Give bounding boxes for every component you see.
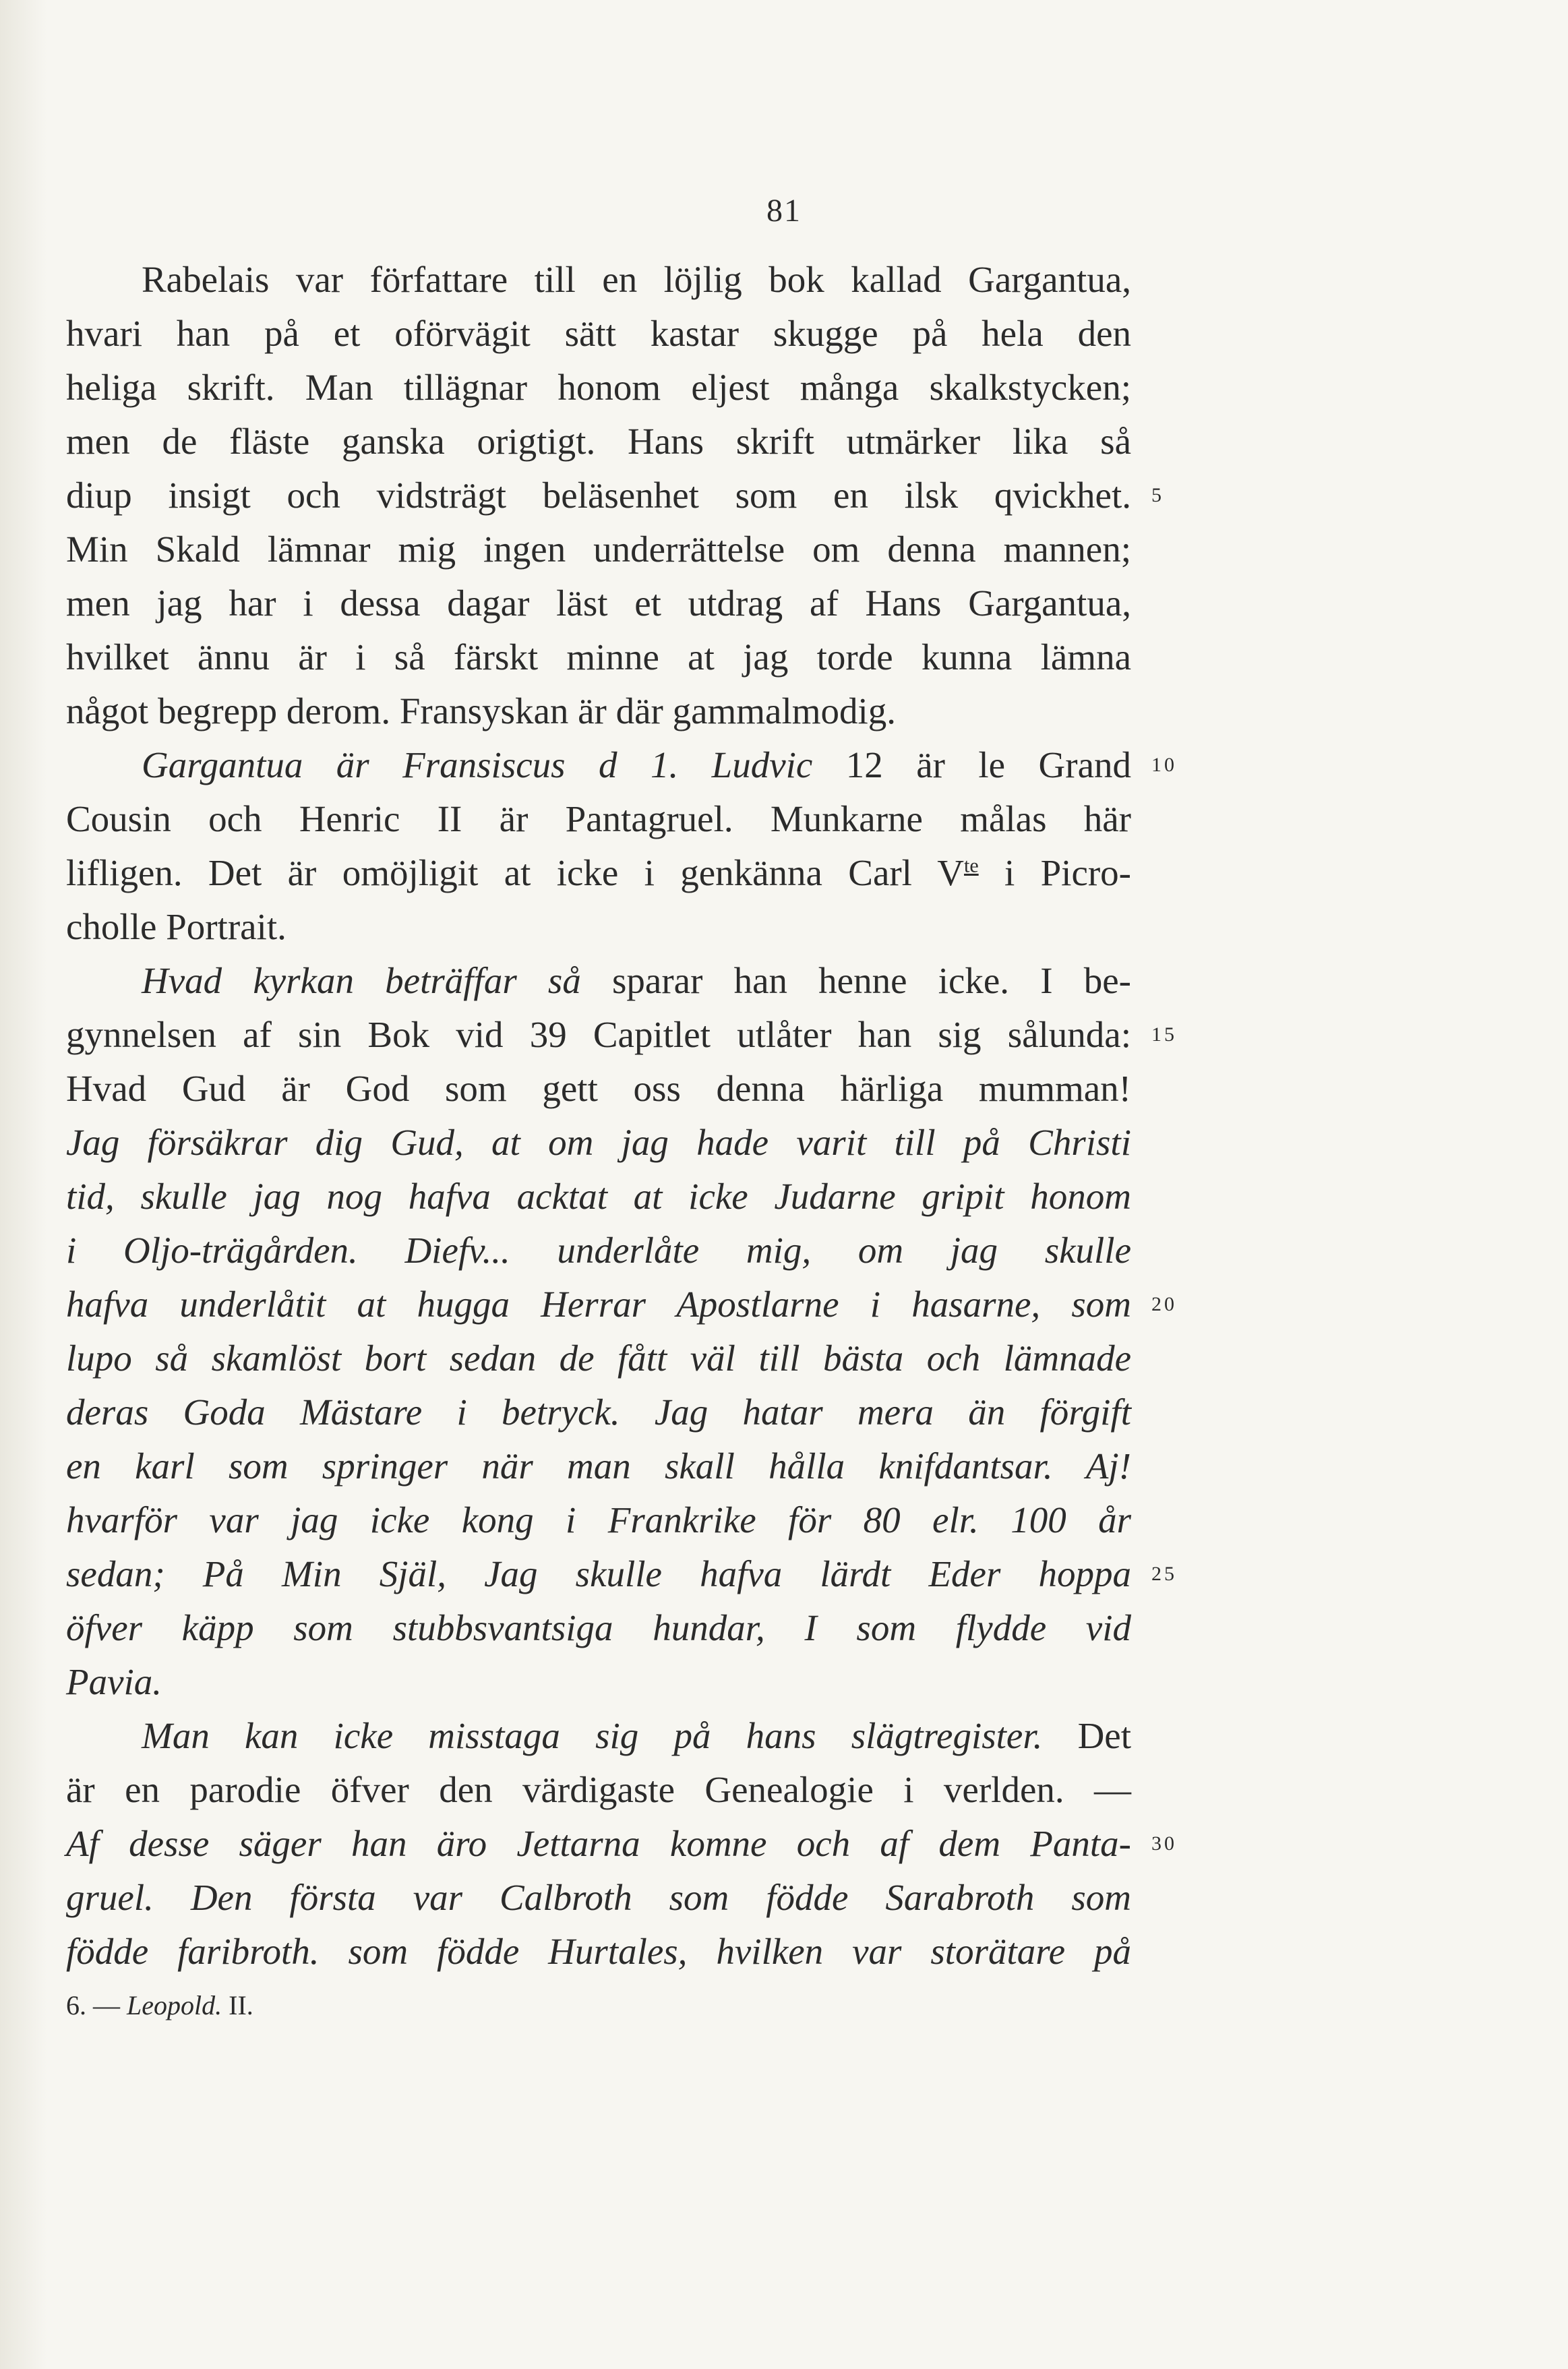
line-text-italic: en karl som springer när man skall hålla knifdantsar. Aj! bbox=[66, 1445, 1131, 1487]
margin-line-number: 5 bbox=[1151, 484, 1164, 506]
text-line bbox=[66, 522, 1131, 576]
text-line bbox=[66, 1817, 1177, 1871]
line-text: hvilket ännu är i så färskt minne at jag torde kunna lämna bbox=[66, 636, 1131, 678]
margin-line-number: 25 bbox=[1151, 1563, 1177, 1585]
signature-dash: — bbox=[93, 1990, 120, 2020]
text-line bbox=[66, 954, 1131, 1008]
line-text-italic: Jag försäkrar dig Gud, at om jag hade varit till på Christi bbox=[66, 1122, 1131, 1163]
line-text: Min Skald lämnar mig ingen underrättelse om denna mannen; bbox=[66, 529, 1131, 570]
line-text: lifligen. Det är omöjligit at icke i genkänna Carl V bbox=[66, 852, 965, 893]
line-text: sparar han henne icke. I be- bbox=[580, 960, 1131, 1001]
text-line bbox=[66, 415, 1131, 469]
line-text-italic: Man kan icke misstaga sig på hans slägtregister. bbox=[142, 1715, 1043, 1756]
line-text-italic: gruel. Den första var Calbroth som födde Sarabroth som bbox=[66, 1877, 1131, 1918]
page-gutter-shadow bbox=[0, 0, 47, 2369]
line-text: hvari han på et oförvägit sätt kastar skugge på hela den bbox=[66, 313, 1131, 354]
text-line bbox=[66, 1871, 1131, 1925]
text-line bbox=[66, 1763, 1131, 1817]
superscript-te: te bbox=[964, 854, 979, 877]
text-line bbox=[66, 684, 1131, 738]
line-text: 12 är le Grand bbox=[812, 744, 1131, 785]
text-line bbox=[66, 846, 1131, 900]
text-line bbox=[66, 1224, 1131, 1278]
text-line bbox=[66, 1925, 1131, 1979]
line-text: Cousin och Henric II är Pantagruel. Munkarne målas här bbox=[66, 798, 1131, 839]
line-text-italic: Gargantua är Fransiscus d 1. Ludvic bbox=[142, 744, 813, 785]
text-line bbox=[66, 253, 1131, 307]
text-line bbox=[66, 1385, 1131, 1439]
line-text: men jag har i dessa dagar läst et utdrag af Hans Gargantua, bbox=[66, 582, 1131, 624]
text-line bbox=[66, 469, 1164, 522]
margin-line-number: 15 bbox=[1151, 1023, 1177, 1046]
text-line bbox=[66, 630, 1131, 684]
line-text-italic: Af desse säger han äro Jettarna komne och af dem Panta- bbox=[66, 1823, 1131, 1864]
margin-line-number: 30 bbox=[1151, 1832, 1177, 1855]
signature-mark bbox=[66, 1985, 253, 2026]
line-text: cholle Portrait. bbox=[66, 906, 287, 947]
text-line bbox=[66, 361, 1131, 415]
line-text-italic: öfver käpp som stubbsvantsiga hundar, I som flydde vid bbox=[66, 1607, 1131, 1648]
line-text: i Picro- bbox=[978, 852, 1131, 893]
text-line bbox=[66, 1709, 1131, 1763]
text-line bbox=[66, 738, 1177, 792]
signature-number: 6. bbox=[66, 1990, 86, 2020]
line-text: men de fläste ganska origtigt. Hans skrift utmärker lika så bbox=[66, 421, 1131, 462]
page-number: 81 bbox=[766, 193, 802, 229]
margin-line-number: 20 bbox=[1151, 1293, 1177, 1315]
margin-line-number: 10 bbox=[1151, 754, 1177, 776]
line-text: Hvad Gud är God som gett oss denna härliga mumman! bbox=[66, 1068, 1131, 1109]
line-text: diup insigt och vidsträgt beläsenhet som en ilsk qvickhet. bbox=[66, 475, 1131, 516]
line-text-italic: sedan; På Min Själ, Jag skulle hafva lärdt Eder hoppa bbox=[66, 1553, 1131, 1594]
text-line bbox=[66, 307, 1131, 361]
text-line bbox=[66, 1439, 1131, 1493]
text-line bbox=[66, 1062, 1131, 1116]
line-text-italic: Pavia. bbox=[66, 1661, 162, 1702]
text-line bbox=[66, 1493, 1131, 1547]
line-text-italic: lupo så skamlöst bort sedan de fått väl till bästa och lämnade bbox=[66, 1338, 1131, 1379]
text-line bbox=[66, 1655, 1131, 1709]
text-line bbox=[66, 900, 1131, 954]
line-text: heliga skrift. Man tillägnar honom eljest många skalkstycken; bbox=[66, 367, 1131, 408]
text-line bbox=[66, 1008, 1177, 1062]
text-line bbox=[66, 576, 1131, 630]
text-line bbox=[66, 1547, 1177, 1601]
text-line bbox=[66, 1601, 1131, 1655]
line-text-italic: Hvad kyrkan beträffar så bbox=[142, 960, 581, 1001]
body-text bbox=[66, 253, 1177, 1979]
text-line bbox=[66, 1278, 1177, 1331]
line-text: Rabelais var författare till en löjlig bok kallad Gargantua, bbox=[142, 259, 1131, 300]
line-text-italic: födde faribroth. som födde Hurtales, hvilken var storätare på bbox=[66, 1931, 1131, 1972]
line-text-italic: hvarför var jag icke kong i Frankrike för 80 elr. 100 år bbox=[66, 1499, 1131, 1540]
signature-title: Leopold. bbox=[127, 1990, 222, 2020]
line-text: Det bbox=[1042, 1715, 1132, 1756]
line-text: något begrepp derom. Fransyskan är där gammalmodig. bbox=[66, 690, 897, 731]
line-text-italic: deras Goda Mästare i betryck. Jag hatar mera än förgift bbox=[66, 1391, 1131, 1433]
line-text: är en parodie öfver den värdigaste Genealogie i verlden. — bbox=[66, 1769, 1131, 1810]
line-text-italic: tid, skulle jag nog hafva acktat at icke Judarne gripit honom bbox=[66, 1176, 1131, 1217]
text-line bbox=[66, 1116, 1131, 1170]
line-text-italic: hafva underlåtit at hugga Herrar Apostlarne i hasarne, som bbox=[66, 1284, 1131, 1325]
text-line bbox=[66, 792, 1131, 846]
text-line bbox=[66, 1331, 1131, 1385]
signature-volume: II. bbox=[229, 1990, 253, 2020]
line-text-italic: i Oljo-trägården. Diefv... underlåte mig, om jag skulle bbox=[66, 1230, 1131, 1271]
text-line bbox=[66, 1170, 1131, 1224]
line-text: gynnelsen af sin Bok vid 39 Capitlet utlåter han sig sålunda: bbox=[66, 1014, 1131, 1055]
